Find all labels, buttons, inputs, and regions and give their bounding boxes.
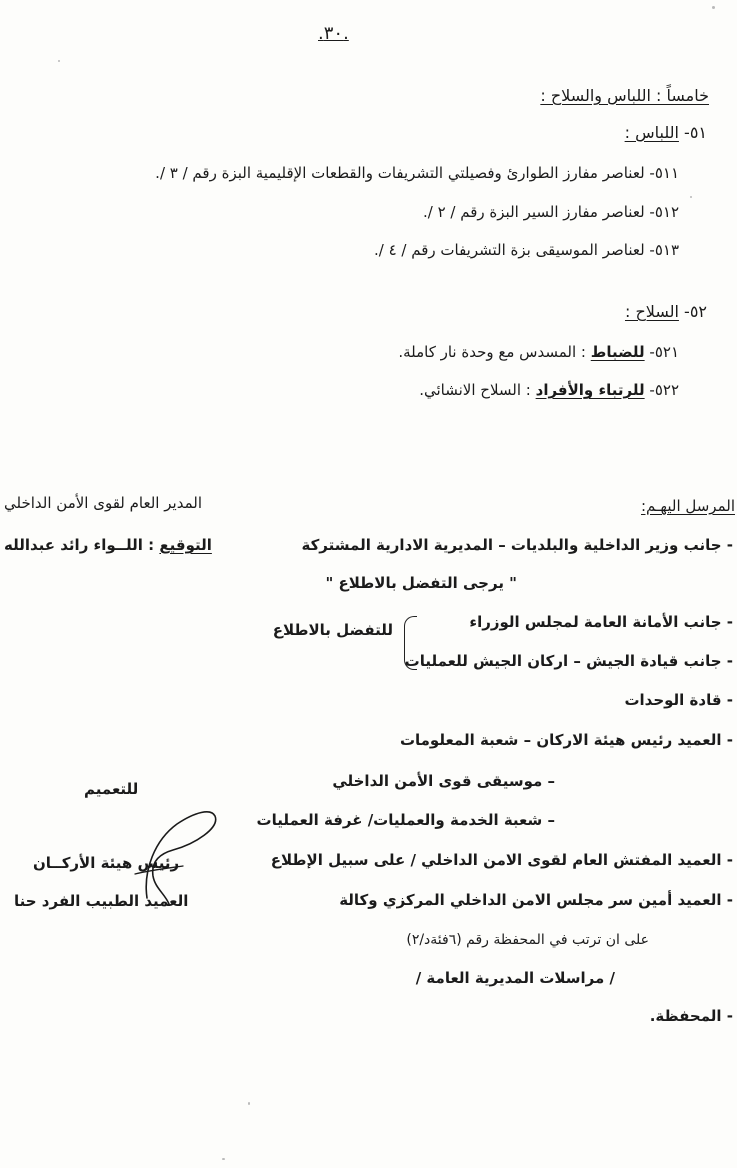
weapons-heading-row xyxy=(625,302,707,322)
dress-number: ٥١- xyxy=(684,123,707,142)
weapons-item-ranks xyxy=(419,380,679,400)
recipient-line: " يرجى التفضل بالاطلاع " xyxy=(325,574,517,592)
chief-of-staff-name: العميد الطبيب الفرد حنا xyxy=(14,892,189,910)
recipient-line: - قادة الوحدات xyxy=(624,691,733,709)
page-number: .٣٠. xyxy=(318,23,349,44)
weapons-item-officers xyxy=(398,342,679,362)
recipient-line: - جانب وزير الداخلية والبلديات – المديرية الادارية المشتركة xyxy=(301,536,733,554)
signature-name: : اللــواء رائد عبدالله xyxy=(4,536,155,554)
weapons-item-text: : السلاح الانشائي. xyxy=(419,381,531,399)
weapons-item-label: للضباط xyxy=(590,343,645,361)
recipient-line: - العميد المفتش العام لقوى الامن الداخلي / على سبيل الإطلاع xyxy=(270,851,733,869)
weapons-number: ٥٢- xyxy=(684,302,707,321)
weapons-item-number: ٥٢١- xyxy=(649,343,679,361)
recipient-line: / مراسلات المديرية العامة / xyxy=(415,969,615,987)
scan-speck xyxy=(248,1102,250,1105)
chief-of-staff-title: رئيس هيئة الأركــان xyxy=(33,854,180,872)
director-signature xyxy=(4,535,212,555)
scan-speck xyxy=(712,6,715,9)
dress-item-3: ٥١٣- لعناصر الموسيقى بزة التشريفات رقم / ٤ /. xyxy=(373,241,679,259)
weapons-item-number: ٥٢٢- xyxy=(649,381,679,399)
recipient-line: - العميد أمين سر مجلس الامن الداخلي المركزي وكالة xyxy=(339,891,733,909)
weapons-item-label: للرتباء والأفراد xyxy=(535,381,645,399)
director-title: المدير العام لقوى الأمن الداخلي xyxy=(4,494,202,512)
recipient-line: – موسيقى قوى الأمن الداخلي xyxy=(332,772,555,790)
circulation-label: للتعميم xyxy=(84,780,139,798)
dress-item-1: ٥١١- لعناصر مفارز الطوارئ وفصيلتي التشريفات والقطعات الإقليمية البزة رقم / ٣ /. xyxy=(155,164,679,182)
section-title: خامساً : اللباس والسلاح : xyxy=(540,86,709,105)
dress-heading: اللباس : xyxy=(624,123,679,142)
recipient-line: - جانب الأمانة العامة لمجلس الوزراء xyxy=(469,613,733,631)
recipient-line: - جانب قيادة الجيش – اركان الجيش للعمليات xyxy=(404,652,733,670)
dress-item-2: ٥١٢- لعناصر مفارز السير البزة رقم / ٢ /. xyxy=(423,203,679,221)
handwritten-signature xyxy=(125,800,235,910)
scan-speck xyxy=(222,1158,225,1160)
weapons-item-text: : المسدس مع وحدة نار كاملة. xyxy=(398,343,586,361)
bracket-note: للتفضل بالاطلاع xyxy=(272,621,393,639)
dress-heading-row xyxy=(625,123,707,143)
weapons-heading: السلاح : xyxy=(624,302,679,321)
scan-speck xyxy=(690,196,692,198)
recipient-line: - المحفظة. xyxy=(649,1007,733,1025)
recipient-line: - العميد رئيس هيئة الاركان – شعبة المعلومات xyxy=(399,731,733,749)
signature-label: التوقيع xyxy=(159,536,212,554)
recipient-line: – شعبة الخدمة والعمليات/ غرفة العمليات xyxy=(256,811,555,829)
scan-speck xyxy=(58,60,60,62)
bracket-brace xyxy=(404,616,417,670)
recipients-heading: المرسل اليهـم: xyxy=(641,497,735,515)
recipient-line: على ان ترتب في المحفظة رقم (٦فئةد/٢) xyxy=(406,932,649,948)
